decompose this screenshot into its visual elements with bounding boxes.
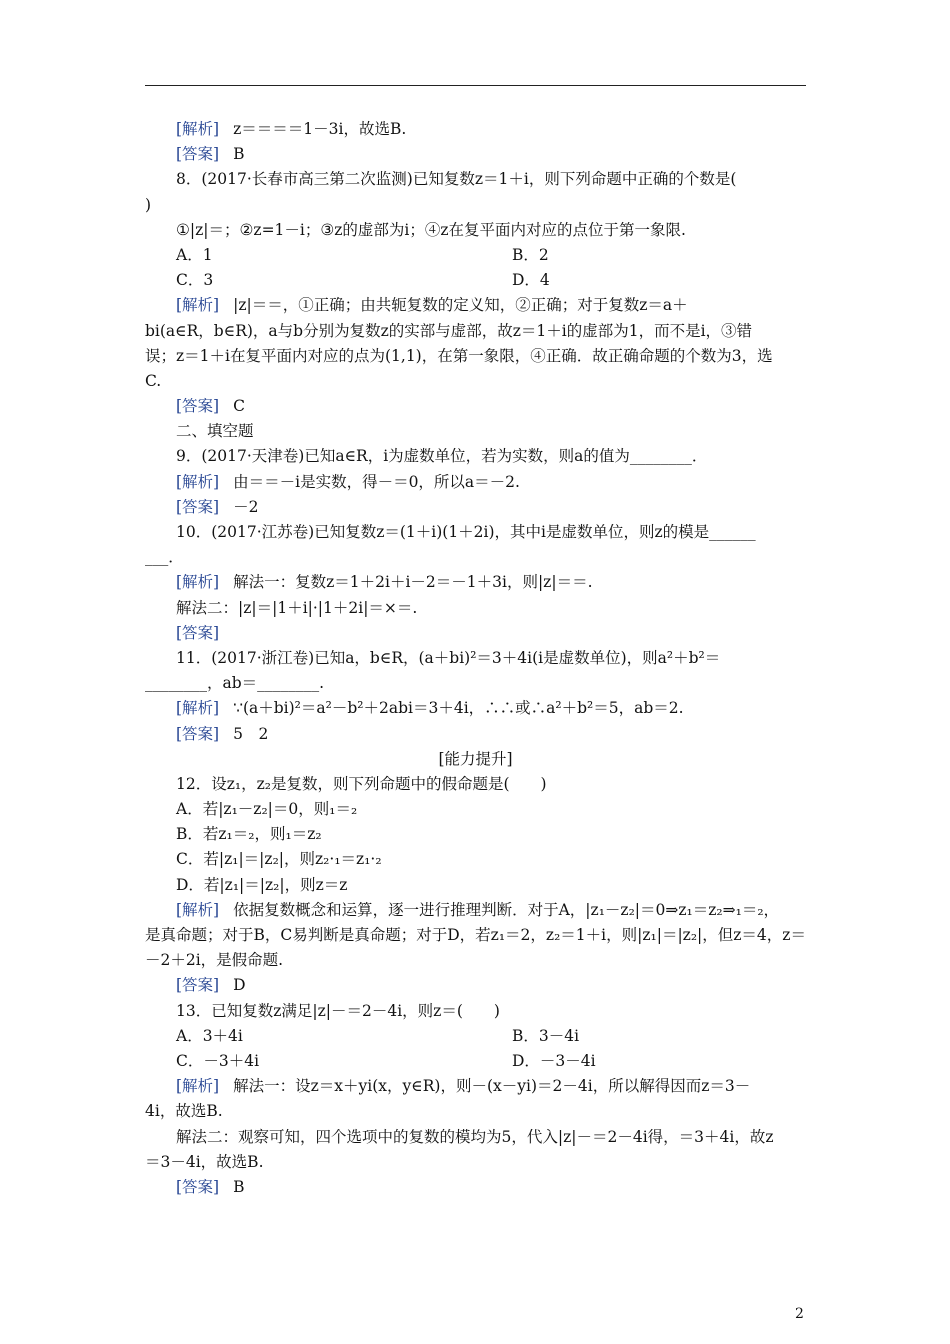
text-line: [145, 218, 806, 243]
text-line: [145, 243, 806, 268]
line-text: ①|z|＝；②z=1－i；③z的虚部为i；④z在复平面内对应的点位于第一象限.: [176, 220, 686, 239]
page-content: [145, 117, 806, 1200]
option-choice: C．－3＋4i: [176, 1051, 260, 1070]
line-text: 依据复数概念和运算，逐一进行推理判断．对于A，|z₁－z₂|＝0⇒z₁＝z₂⇒₁＝₂，: [233, 900, 780, 919]
line-text: ________，ab＝________.: [145, 674, 325, 693]
text-line: [145, 1049, 806, 1074]
line-text: A．若|z₁－z₂|＝0，则₁＝₂: [176, 800, 358, 819]
text-line: [145, 495, 806, 520]
text-line: [145, 923, 806, 948]
text-line: [145, 545, 806, 570]
text-line: [145, 344, 806, 369]
text-line: [145, 470, 806, 495]
line-text: [能力提升]: [438, 749, 513, 768]
text-line: [145, 948, 806, 973]
line-text: 解法二：|z|＝|1＋i|·|1＋2i|＝×＝.: [176, 598, 418, 617]
line-text: 解法二：观察可知，四个选项中的复数的模均为5，代入|z|－＝2－4i得，＝3＋4i，故z: [176, 1127, 774, 1146]
line-text: z＝＝＝＝1－3i，故选B.: [233, 120, 407, 138]
text-line: [145, 973, 806, 998]
text-line: [145, 696, 806, 721]
section-tag: [答案]: [176, 497, 220, 516]
line-text: |z|＝＝，①正确；由共轭复数的定义知，②正确；对于复数z＝a＋: [233, 296, 688, 315]
line-text: 5 2: [233, 724, 269, 743]
line-text: ∵(a＋bi)²＝a²－b²＋2abi＝3＋4i，∴∴或∴a²＋b²＝5，ab＝2.: [233, 699, 684, 718]
text-line: [145, 142, 806, 167]
option-choice: C．3: [176, 271, 214, 290]
text-line: [145, 394, 806, 419]
text-line: [145, 621, 806, 646]
line-text: 由＝＝－i是实数，得－＝0，所以a＝－2.: [233, 472, 520, 491]
text-line: [145, 999, 806, 1024]
line-text: B: [233, 1177, 245, 1196]
line-text: 是真命题；对于B，C易判断是真命题；对于D，若z₁＝2，z₂＝1＋i，则|z₁|＝|z₂|，但z＝4，z＝: [145, 926, 806, 944]
section-tag: [答案]: [176, 145, 220, 164]
text-line: [145, 1074, 806, 1099]
line-text: C.: [145, 371, 162, 390]
text-line: [145, 268, 806, 293]
line-text: 8．(2017·长春市高三第二次监测)已知复数z＝1＋i，则下列命题中正确的个数是(: [176, 170, 737, 189]
line-text: 10．(2017·江苏卷)已知复数z＝(1＋i)(1＋2i)，其中i是虚数单位，则z的模是______: [176, 523, 756, 541]
text-line: [145, 822, 806, 847]
page-number: 2: [795, 1306, 804, 1322]
text-line: [145, 646, 806, 671]
text-line: [145, 293, 806, 318]
section-tag: [解析]: [176, 900, 220, 919]
line-text: 13．已知复数z满足|z|－＝2－4i，则z＝( ): [176, 1001, 500, 1020]
section-tag: [答案]: [176, 1177, 220, 1196]
line-text: 4i，故选B.: [145, 1102, 223, 1121]
text-line: [145, 671, 806, 696]
text-line: [145, 898, 806, 923]
text-line: [145, 596, 806, 621]
line-text: 9．(2017·天津卷)已知a∈R，i为虚数单位，若为实数，则a的值为________．: [176, 447, 708, 466]
option-choice: A．3＋4i: [176, 1026, 243, 1045]
text-line: [145, 797, 806, 822]
section-tag: [解析]: [176, 1077, 220, 1096]
line-text: 误；z＝1＋i在复平面内对应的点为(1,1)，在第一象限，④正确．故正确命题的个数为3，选: [145, 346, 773, 365]
line-text: bi(a∈R，b∈R)，a与b分别为复数z的实部与虚部，故z＝1＋i的虚部为1，而不是i，③错: [145, 321, 753, 340]
text-line: [145, 520, 806, 545]
text-line: [145, 193, 806, 218]
line-text: 12．设z₁，z₂是复数，则下列命题中的假命题是( ): [176, 774, 547, 793]
section-tag: [答案]: [176, 623, 220, 642]
line-text: ): [145, 195, 152, 214]
line-text: C．若|z₁|＝|z₂|，则z₂·₁＝z₁·₂: [176, 850, 382, 869]
text-line: [145, 772, 806, 797]
option-choice: D．4: [512, 271, 550, 290]
option-choice: A．1: [176, 245, 213, 264]
line-text: －2: [233, 497, 259, 516]
text-line: [145, 722, 806, 747]
text-line: [145, 1150, 806, 1175]
text-line: [145, 319, 806, 344]
line-text: C: [233, 397, 245, 416]
text-line: [145, 847, 806, 872]
text-line: [145, 1175, 806, 1200]
text-line: [145, 873, 806, 898]
line-text: 解法一：设z＝x＋yi(x，y∈R)，则－(x－yi)＝2－4i，所以解得因而z＝3－: [233, 1077, 751, 1096]
text-line: [145, 167, 806, 192]
section-tag: [解析]: [176, 472, 220, 491]
section-tag: [解析]: [176, 120, 220, 138]
line-text: D: [233, 976, 246, 995]
line-text: D．若|z₁|＝|z₂|，则z＝z: [176, 875, 348, 894]
text-line: [145, 570, 806, 595]
text-line: [145, 117, 806, 142]
text-line: [145, 419, 806, 444]
section-tag: [解析]: [176, 573, 220, 592]
section-tag: [答案]: [176, 397, 220, 416]
header-rule: [145, 85, 806, 86]
option-choice: B．2: [512, 245, 549, 264]
line-text: ___．: [145, 548, 184, 567]
section-tag: [解析]: [176, 296, 220, 315]
section-tag: [答案]: [176, 724, 220, 743]
line-text: ＝3－4i，故选B.: [145, 1152, 264, 1171]
text-line: [145, 369, 806, 394]
option-choice: D．－3－4i: [512, 1051, 596, 1070]
text-line: [145, 1024, 806, 1049]
text-line: [145, 444, 806, 469]
line-text: 11．(2017·浙江卷)已知a，b∈R，(a＋bi)²＝3＋4i(i是虚数单位)，则a²＋b²＝: [176, 648, 721, 667]
text-line: [145, 747, 806, 772]
section-tag: [答案]: [176, 976, 220, 995]
text-line: [145, 1099, 806, 1124]
text-line: [145, 1125, 806, 1150]
line-text: 二、填空题: [176, 422, 254, 441]
line-text: B．若z₁＝₂，则₁＝z₂: [176, 825, 322, 844]
line-text: 解法一：复数z＝1＋2i＋i－2＝－1＋3i，则|z|＝＝.: [233, 573, 593, 592]
line-text: －2＋2i，是假命题.: [145, 951, 284, 970]
line-text: B: [233, 145, 245, 164]
option-choice: B．3－4i: [512, 1026, 580, 1045]
section-tag: [解析]: [176, 699, 220, 718]
